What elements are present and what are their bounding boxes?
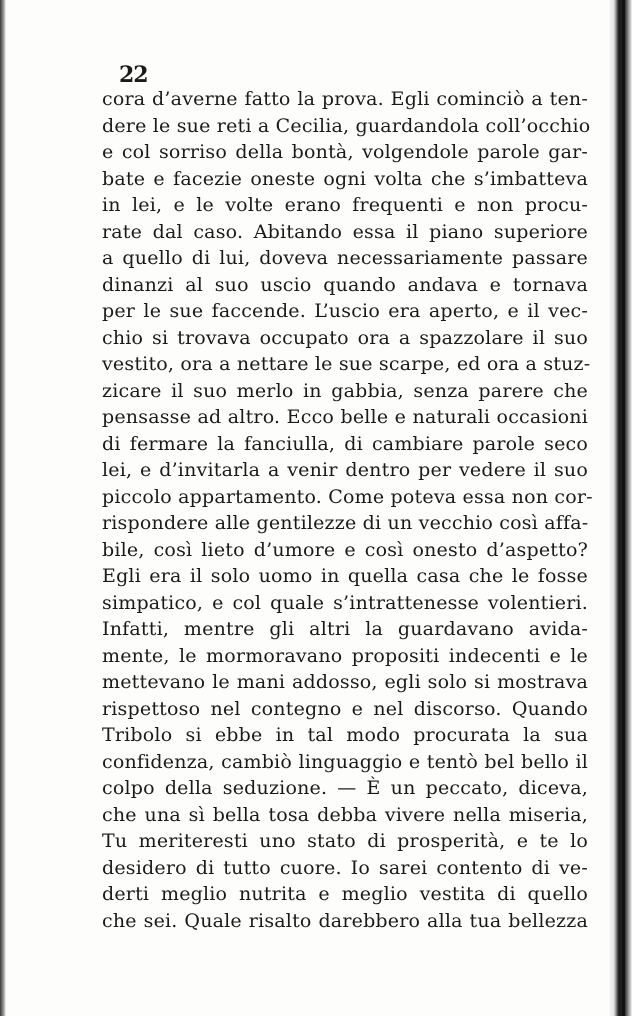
text-line: pensasse ad altro. Ecco belle e naturali occasioni (102, 406, 588, 428)
text-line: e col sorriso della bontà, volgendole parole gar- (102, 141, 588, 163)
body-text (102, 86, 593, 934)
text-line: mente, le mormoravano propositi indecenti e le (102, 644, 588, 667)
text-line: Tu meriteresti uno stato di prosperità, e te lo (102, 830, 588, 852)
text-line: cora d’averne fatto la prova. Egli cominciò a ten- (102, 88, 588, 110)
text-line: lei, e d’invitarla a venir dentro per vedere il suo (102, 459, 588, 481)
text-line: Infatti, mentre gli altri la guardavano avida- (102, 618, 588, 640)
text-line: rate dal caso. Abitando essa il piano superiore (102, 220, 588, 243)
text-line: vestito, ora a nettare le sue scarpe, ed ora a stuz- (102, 353, 591, 375)
text-line: zicare il suo merlo in gabbia, senza parere che (102, 379, 588, 402)
text-line: derti meglio nutrita e meglio vestita di quello (102, 883, 588, 905)
text-line: dere le sue reti a Cecilia, guardandola coll’occhio (102, 114, 591, 137)
text-line: chio si trovava occupato ora a spazzolare il suo (102, 326, 588, 349)
text-line: rispondere alle gentilezze di un vecchio così affa- (102, 512, 589, 534)
text-line: desidero di tutto cuore. Io sarei contento di ve- (102, 856, 588, 879)
text-line: dinanzi al suo uscio quando andava e tornava (102, 273, 588, 296)
page-number: 22 (119, 62, 148, 88)
text-line: Tribolo si ebbe in tal modo procurata la sua (102, 724, 588, 746)
text-line: che una sì bella tosa debba vivere nella miseria, (102, 803, 588, 826)
text-line: di fermare la fanciulla, di cambiare parole seco (102, 432, 588, 455)
text-line: rispettoso nel contegno e nel discorso. Quando (102, 697, 588, 720)
text-line: simpatico, e col quale s’intrattenesse volentieri. (102, 591, 588, 614)
text-line: confidenza, cambiò linguaggio e tentò bel bello il (102, 750, 588, 773)
book-spine-edge (608, 0, 632, 1016)
text-line: in lei, e le volte erano frequenti e non procu- (102, 194, 588, 216)
text-line: colpo della seduzione. — È un peccato, diceva, (102, 777, 588, 799)
text-line: per le sue faccende. L’uscio era aperto, e il vec- (102, 300, 588, 322)
page-left-edge-shadow (0, 0, 6, 1016)
text-line: che sei. Quale risalto darebbero alla tua bellezza (102, 909, 588, 932)
text-line: bile, così lieto d’umore e così onesto d’aspetto? (102, 538, 588, 561)
text-line: piccolo appartamento. Come poteva essa non cor- (102, 485, 593, 508)
text-line: a quello di lui, doveva necessariamente passare (102, 247, 588, 269)
text-line: bate e facezie oneste ogni volta che s’imbatteva (102, 167, 588, 190)
text-line: mettevano le mani addosso, egli solo si mostrava (102, 671, 588, 693)
text-line: Egli era il solo uomo in quella casa che le fosse (102, 565, 588, 587)
